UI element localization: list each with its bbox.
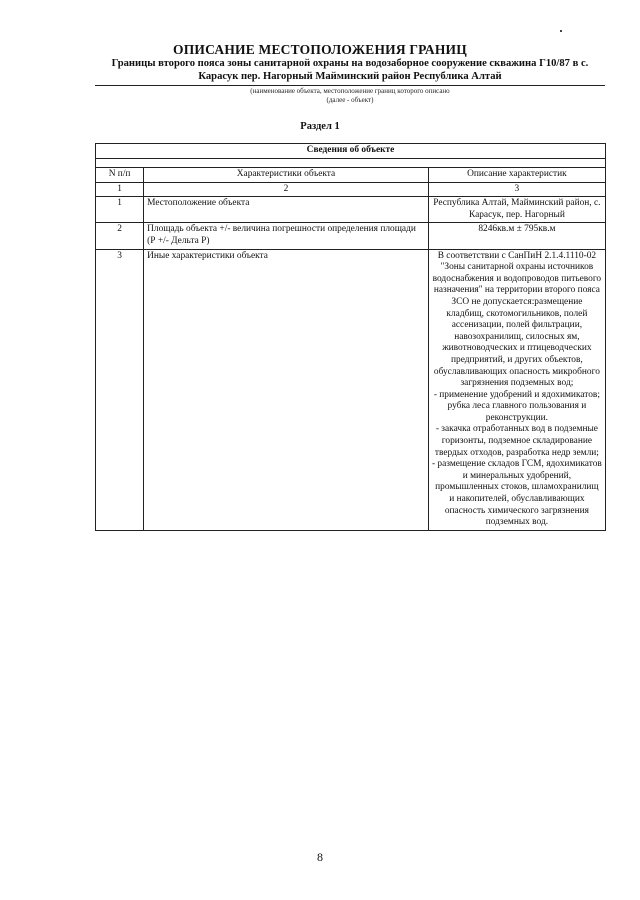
document-subtitle bbox=[95, 57, 605, 83]
object-info-table bbox=[95, 143, 606, 531]
row-number: 2 bbox=[96, 223, 144, 249]
row-characteristic: Иные характеристики объекта bbox=[144, 249, 429, 530]
column-number-3: 3 bbox=[428, 182, 605, 197]
document-title: ОПИСАНИЕ МЕСТОПОЛОЖЕНИЯ ГРАНИЦ bbox=[173, 42, 467, 57]
row-number: 1 bbox=[96, 197, 144, 223]
scan-mark bbox=[560, 30, 562, 32]
table-title-row bbox=[96, 144, 606, 159]
table-header-row bbox=[96, 168, 606, 183]
subtitle-underline bbox=[95, 85, 605, 86]
column-number-row bbox=[96, 182, 606, 197]
subtitle-line-1: Границы второго пояса зоны санитарной охраны на водозаборное сооружение скважина Г10/87 в с. bbox=[111, 58, 589, 69]
column-number-2: 2 bbox=[144, 182, 429, 197]
table-row bbox=[96, 197, 606, 223]
header-characteristic: Характеристики объекта bbox=[144, 168, 429, 183]
column-number-1: 1 bbox=[96, 182, 144, 197]
table-row bbox=[96, 223, 606, 249]
row-number: 3 bbox=[96, 249, 144, 530]
table-title: Сведения об объекте bbox=[96, 144, 606, 159]
table-row bbox=[96, 249, 606, 530]
row-characteristic: Местоположение объекта bbox=[144, 197, 429, 223]
row-description: 8246кв.м ± 795кв.м bbox=[428, 223, 605, 249]
row-characteristic: Площадь объекта +/- величина погрешности определения площади (Р +/- Дельта Р) bbox=[144, 223, 429, 249]
caption-line-1: (наименование объекта, местоположение границ которого описано bbox=[250, 87, 450, 95]
table-spacer-row bbox=[96, 159, 606, 168]
caption-line-2: (далее - объект) bbox=[326, 96, 374, 104]
subtitle-line-2: Карасук пер. Нагорный Майминский район Республика Алтай bbox=[198, 71, 502, 82]
section-heading: Раздел 1 bbox=[300, 121, 340, 132]
header-number: N п/п bbox=[96, 168, 144, 183]
object-caption bbox=[95, 87, 605, 105]
row-description: В соответствии с СанПиН 2.1.4.1110-02 "Зоны санитарной охраны источников водоснабжения и водопроводов питьевого назначения" на территории второго пояса ЗСО не допускается:размещение кладбищ, скотомогильников, полей ассенизации, полей фильтрации, навозохранилищ, силосных ям, животноводческих и птицеводческих предприятий, и других объектов, обуславливающих опасность микробного загрязнения подземных вод; - применение удобрений и ядохимикатов; рубка леса главного пользования и реконструкции. - закачка отработанных вод в подземные горизонты, подземное складирование твердых отходов, разработка недр земли; - размещение складов ГСМ, ядохимикатов и минеральных удобрений, промышленных стоков, шламохранилищ и накопителей, обуславливающих опасность химического загрязнения подземных вод. bbox=[428, 249, 605, 530]
page-number: 8 bbox=[317, 850, 323, 864]
header-description: Описание характеристик bbox=[428, 168, 605, 183]
row-description: Республика Алтай, Майминский район, с. Карасук, пер. Нагорный bbox=[428, 197, 605, 223]
